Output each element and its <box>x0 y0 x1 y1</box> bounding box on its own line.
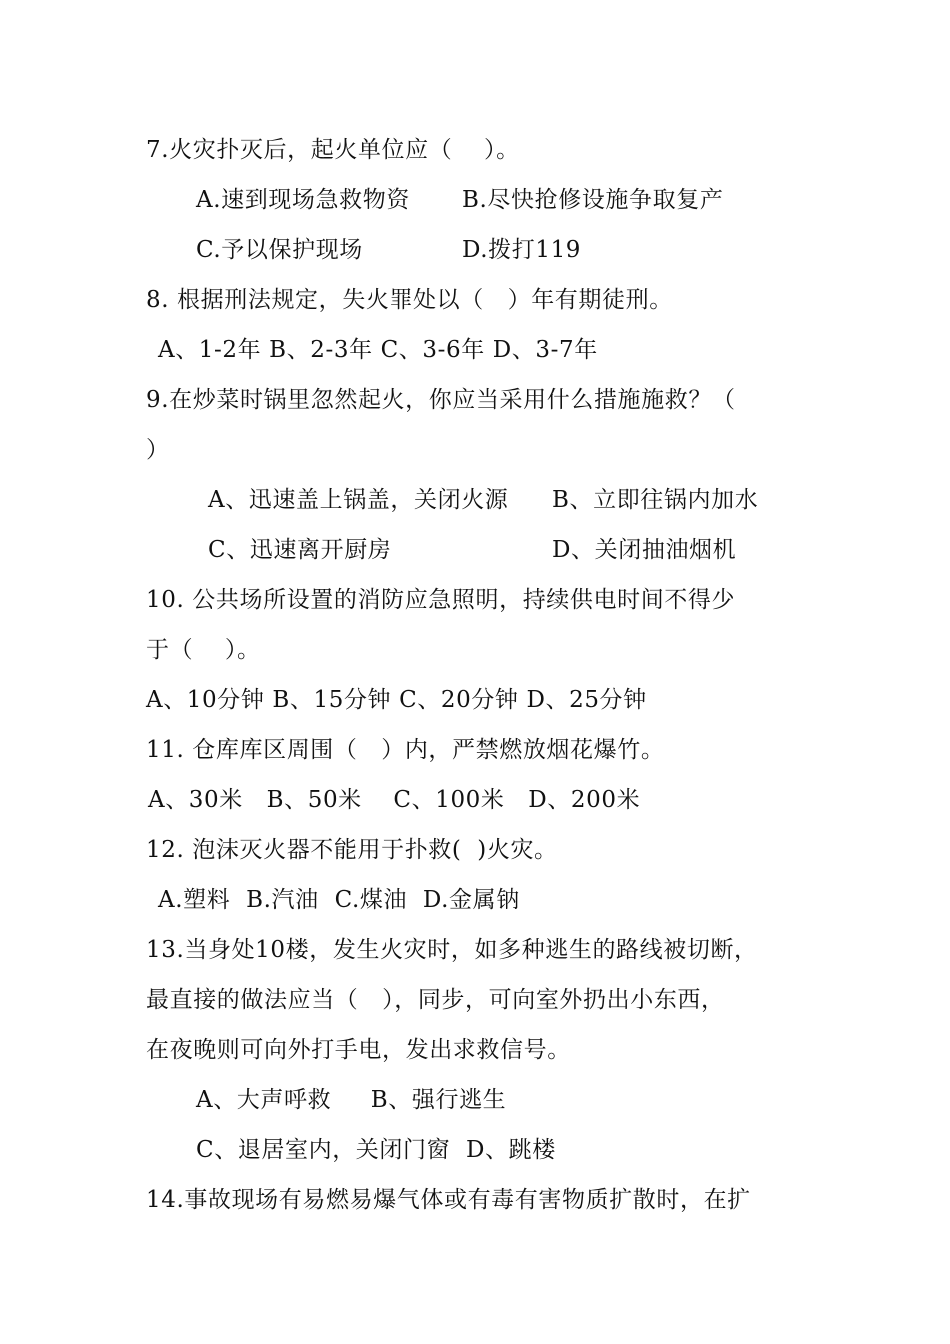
q9-option-d: D、关闭抽油烟机 <box>552 537 737 563</box>
q10-stem-line-1: 10. 公共场所设置的消防应急照明，持续供电时间不得少 <box>146 587 736 613</box>
q7-option-a: A.速到现场急救物资 <box>196 187 410 213</box>
q8-stem: 8. 根据刑法规定，失火罪处以（ ）年有期徒刑。 <box>146 287 673 313</box>
q13-options-ab: A、大声呼救 B、强行逃生 <box>196 1087 507 1113</box>
q11-options: A、30米 B、50米 C、100米 D、200米 <box>148 787 641 813</box>
q13-stem-line-3: 在夜晚则可向外打手电，发出求救信号。 <box>146 1037 571 1063</box>
q7-option-d: D.拨打119 <box>462 237 582 263</box>
q13-stem-line-2: 最直接的做法应当（ ），同步，可向室外扔出小东西， <box>146 987 725 1013</box>
q9-option-b: B、立即往锅内加水 <box>552 487 759 513</box>
q7-stem: 7.火灾扑灭后，起火单位应（ ）。 <box>146 137 520 163</box>
q9-stem-line-2: ） <box>146 437 170 463</box>
q14-stem-line-1: 14.事故现场有易燃易爆气体或有毒有害物质扩散时，在扩 <box>146 1187 751 1213</box>
q9-stem-line-1: 9.在炒菜时锅里忽然起火，你应当采用什么措施施救？（ <box>146 387 736 413</box>
q13-stem-line-1: 13.当身处10楼，发生火灾时，如多种逃生的路线被切断， <box>146 937 758 963</box>
q12-options: A.塑料 B.汽油 C.煤油 D.金属钠 <box>158 887 520 913</box>
q11-stem: 11. 仓库库区周围（ ）内，严禁燃放烟花爆竹。 <box>146 737 665 763</box>
q9-option-a: A、迅速盖上锅盖，关闭火源 <box>208 487 509 513</box>
q12-stem: 12. 泡沫灭火器不能用于扑救( )火灾。 <box>146 837 558 863</box>
q10-options: A、10分钟 B、15分钟 C、20分钟 D、25分钟 <box>146 687 647 713</box>
q7-option-c: C.予以保护现场 <box>196 237 363 263</box>
q9-option-c: C、迅速离开厨房 <box>208 537 392 563</box>
q13-options-cd: C、退居室内，关闭门窗 D、跳楼 <box>196 1137 556 1163</box>
q10-stem-line-2: 于（ ）。 <box>146 637 261 663</box>
q7-option-b: B.尽快抢修设施争取复产 <box>462 187 724 213</box>
q8-options: A、1-2年 B、2-3年 C、3-6年 D、3-7年 <box>158 337 598 363</box>
